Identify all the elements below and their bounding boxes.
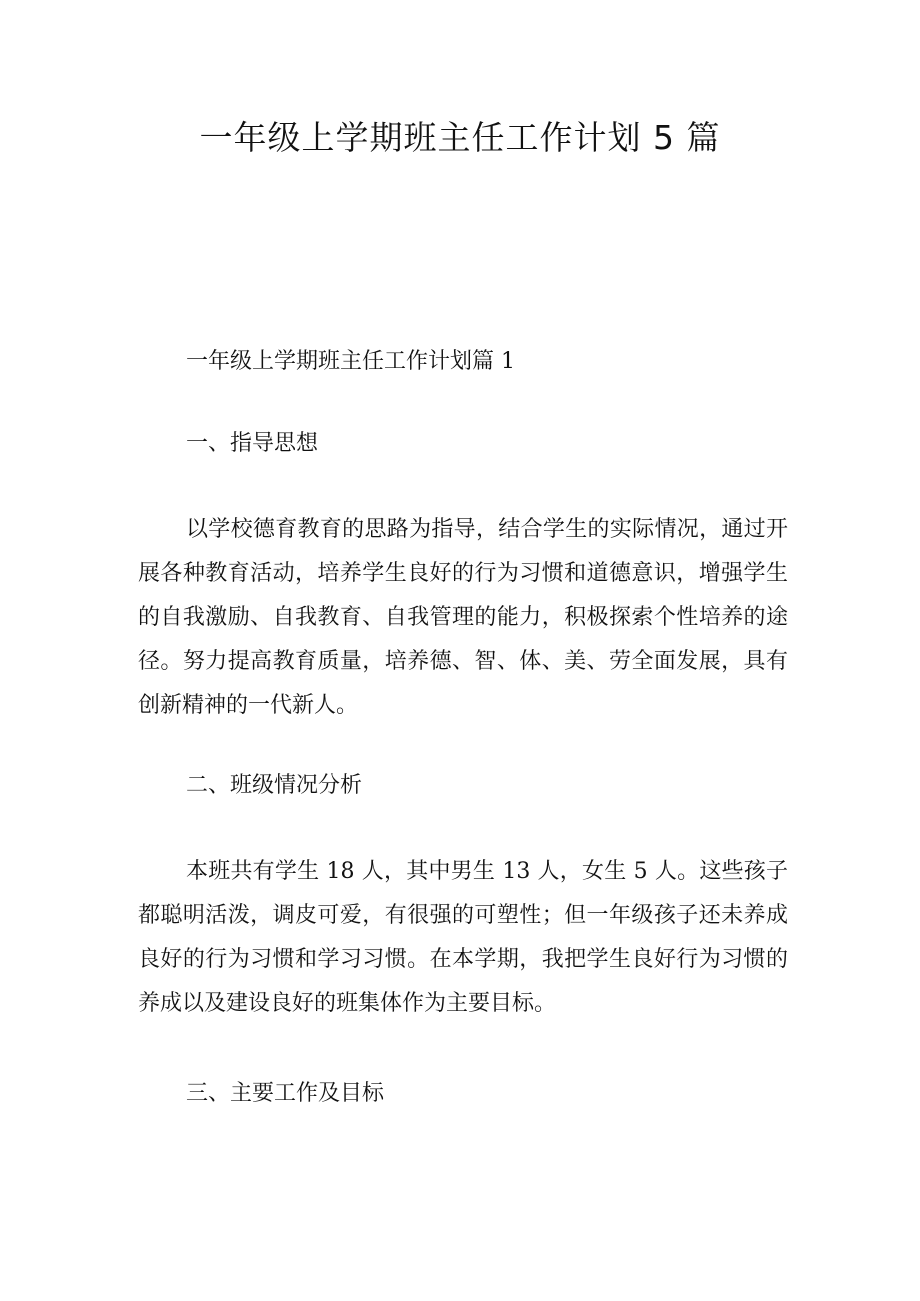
paragraph-class-analysis: 本班共有学生 18 人，其中男生 13 人，女生 5 人。这些孩子都聪明活泼，调皮可爱，有很强的可塑性；但一年级孩子还未养成良好的行为习惯和学习习惯。在本学期，我把学生良好行为习惯的养成以及建设良好的班集体作为主要目标。: [138, 859, 788, 1016]
section-heading-main-work: 三、主要工作及目标: [186, 1081, 385, 1106]
document-title: 一年级上学期班主任工作计划 5 篇: [199, 118, 721, 157]
section-heading-guiding-ideology: 一、指导思想: [186, 431, 319, 456]
section-heading-class-analysis: 二、班级情况分析: [186, 773, 363, 798]
paragraph-guiding-ideology: 以学校德育教育的思路为指导，结合学生的实际情况，通过开展各种教育活动，培养学生良好的行为习惯和道德意识，增强学生的自我激励、自我教育、自我管理的能力，积极探索个性培养的途径。努力提高教育质量，培养德、智、体、美、劳全面发展，具有创新精神的一代新人。: [138, 517, 788, 718]
plan-subtitle: 一年级上学期班主任工作计划篇 1: [186, 349, 515, 374]
